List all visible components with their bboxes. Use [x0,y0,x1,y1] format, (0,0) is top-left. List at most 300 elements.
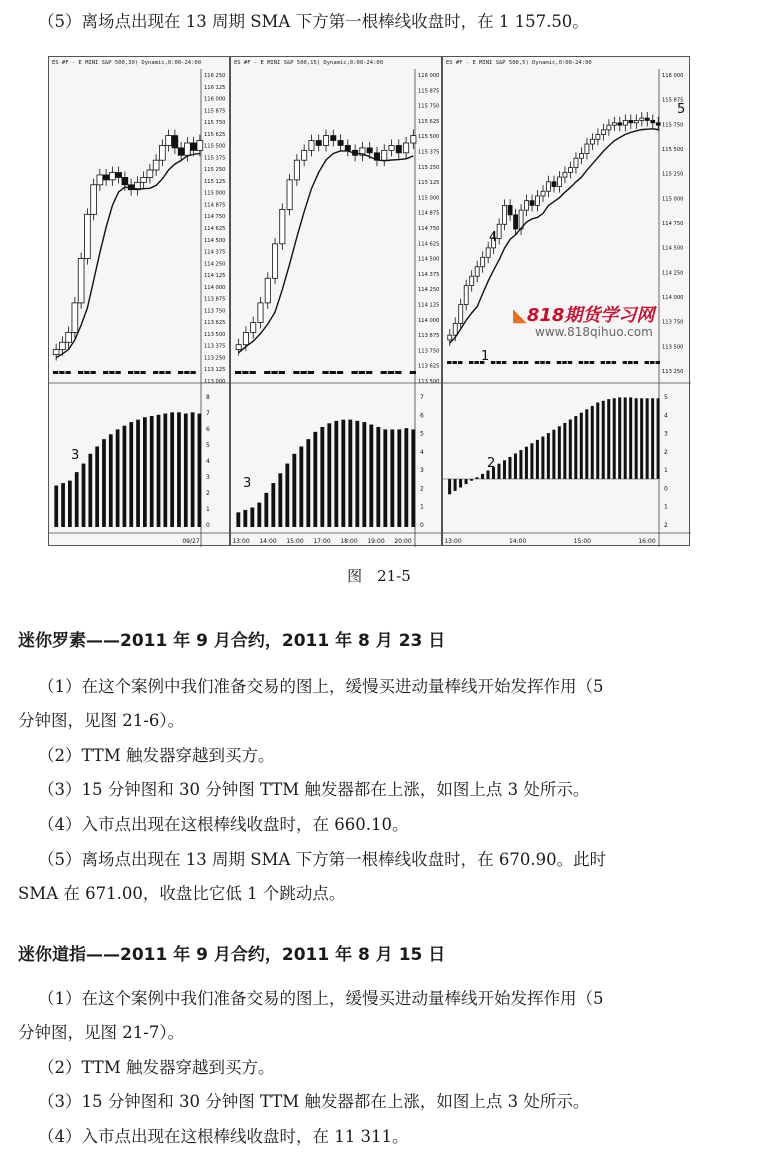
squeeze-dot [109,371,114,374]
price-tick-label: 115 125 [204,178,226,185]
candle-body [486,248,490,257]
osc-bar [243,510,247,527]
time-tick-label: 09/27 [182,538,200,545]
osc-bar [306,439,310,527]
candle-body [66,332,72,342]
osc-bar [376,427,380,527]
candle-body [251,323,256,333]
candle-body [172,136,178,148]
osc-bar [525,447,528,479]
osc-bar [109,434,113,527]
price-tick-label: 115 750 [204,120,226,127]
squeeze-dot [395,371,401,374]
price-tick-label: 113 500 [662,344,684,351]
osc-bar [341,420,345,527]
price-tick-label: 115 875 [418,88,440,95]
price-tick-label: 113 250 [204,355,226,362]
squeeze-dot [159,371,164,374]
osc-tick-label: 3 [420,467,424,475]
osc-bar [541,437,544,480]
osc-bar [177,412,181,527]
time-tick-label: 19:00 [367,538,385,545]
osc-bar [123,426,127,527]
osc-tick-label: 4 [206,458,210,465]
osc-bar [355,421,359,527]
osc-bar [390,429,394,527]
price-tick-label: 114 875 [418,210,440,217]
squeeze-dot [250,371,256,374]
candle-body [448,335,452,340]
paragraph-line: （1）在这个案例中我们准备交易的图上，缓慢买进动量棒线开始发挥作用（5 [38,989,604,1008]
osc-bar [102,439,106,527]
time-tick-label: 13:00 [444,538,462,545]
price-tick-label: 113 875 [418,333,440,340]
price-tick-label: 114 250 [204,261,226,268]
price-tick-label: 115 500 [204,143,226,150]
candle-body [464,286,468,305]
osc-bar [558,426,561,479]
candle-body [634,120,638,122]
osc-bar [635,398,638,479]
osc-bar [465,479,468,484]
price-tick-label: 116 250 [204,73,226,79]
squeeze-dot [645,361,649,364]
candle-body [497,224,501,238]
osc-tick-label: 2 [664,448,668,456]
candle-body [287,180,292,210]
squeeze-dot [330,371,336,374]
candle-body [178,148,184,155]
squeeze-dot [557,361,561,364]
price-tick-label: 114 000 [418,317,440,324]
osc-bar [191,412,195,527]
osc-tick-label: 1 [206,506,210,513]
price-tick-label: 114 000 [662,295,684,301]
osc-bar [136,420,140,527]
osc-tick-label: 7 [206,410,210,417]
squeeze-dot [452,361,456,364]
candle-body [403,143,408,153]
candle-body [91,185,97,215]
candle-body [525,201,529,210]
squeeze-dot [590,361,594,364]
candle-body [331,136,336,141]
annotation-label-5: 5 [677,102,686,117]
candle-body [547,182,551,191]
osc-bar [116,429,120,527]
candle-body [656,123,660,125]
candle-body [618,123,622,125]
candle-body [147,170,153,177]
price-tick-label: 114 875 [204,202,226,209]
squeeze-dot [612,361,616,364]
candle-body [530,201,534,206]
time-tick-label: 15:00 [573,538,591,545]
candle-body [651,120,655,122]
chart-panel-5min [442,56,690,546]
price-tick-label: 114 125 [204,273,226,280]
osc-bar [170,412,174,527]
osc-bar [651,398,654,479]
osc-tick-label: 4 [420,448,424,456]
section-heading-russell: 迷你罗素——2011 年 9 月合约，2011 年 8 月 23 日 [18,631,446,651]
candle-body [367,148,372,153]
sma-line [239,151,414,353]
price-tick-label: 114 750 [204,214,226,221]
osc-tick-label: 2 [206,490,210,497]
osc-tick-label: 8 [206,394,210,401]
paragraph-line: （3）15 分钟图和 30 分钟图 TTM 触发器都在上涨，如图上点 3 处所示。 [38,780,590,799]
osc-bar [250,507,254,527]
price-tick-label: 115 375 [204,155,226,162]
price-tick-label: 114 625 [418,241,440,248]
squeeze-dot [524,361,528,364]
price-tick-label: 115 750 [662,122,684,129]
price-tick-label: 113 750 [662,319,684,326]
osc-bar [68,481,72,527]
squeeze-dot [91,371,96,374]
paragraph-line: （4）入市点出现在这根棒线收盘时，在 660.10。 [38,815,409,834]
osc-tick-label: 1 [664,467,668,475]
osc-bar [497,464,500,479]
candle-body [623,120,627,125]
watermark-logo [513,301,654,327]
squeeze-dot [601,361,605,364]
chart-svg-30min [49,57,231,547]
osc-bar [508,457,511,479]
osc-bar [404,428,408,527]
candle-body [629,120,633,122]
osc-bar [334,421,338,527]
price-tick-label: 115 250 [204,167,226,174]
osc-bar [487,471,490,480]
candle-body [265,278,270,303]
price-tick-label: 114 625 [204,226,226,232]
price-tick-label: 115 625 [418,118,440,125]
time-tick-label: 14:00 [509,538,527,545]
price-tick-label: 115 000 [204,190,226,197]
candle-body [302,150,307,160]
osc-bar [563,423,566,479]
osc-bar [624,397,627,479]
squeeze-dot [53,371,58,374]
price-tick-label: 113 500 [418,379,440,385]
watermark-url: www.818qihuo.com [535,325,653,339]
annotation-label-2: 2 [487,456,496,471]
squeeze-dot [308,371,314,374]
squeeze-dot [242,371,248,374]
candle-body [338,141,343,146]
price-tick-label: 113 000 [204,379,226,385]
osc-bar [236,512,240,527]
price-tick-label: 115 875 [204,108,226,115]
osc-bar [607,399,610,479]
paragraph-line: （5）离场点出现在 13 周期 SMA 下方第一根棒线收盘时，在 670.90。此时 [38,850,607,869]
price-tick-label: 114 500 [204,237,226,244]
price-tick-label: 114 125 [418,302,440,309]
candle-body [563,172,567,177]
candle-body [122,177,128,184]
time-tick-label: 17:00 [313,538,331,545]
squeeze-dot [359,371,365,374]
price-tick-label: 114 375 [204,249,226,256]
candle-body [590,139,594,144]
paragraph-line: （1）在这个案例中我们准备交易的图上，缓慢买进动量棒线开始发挥作用（5 [38,677,604,696]
candle-body [568,168,572,173]
candle-body [579,153,583,158]
candle-body [153,160,159,170]
osc-bar [362,422,366,527]
time-tick-label: 13:00 [232,538,250,545]
price-tick-label: 115 125 [418,180,440,187]
osc-bar [82,464,86,527]
paragraph-line: （3）15 分钟图和 30 分钟图 TTM 触发器都在上涨，如图上点 3 处所示。 [38,1092,590,1111]
osc-bar [530,443,533,479]
osc-bar [448,479,451,494]
squeeze-dot [388,371,394,374]
price-tick-label: 116 000 [662,73,684,79]
osc-tick-label: 0 [206,522,210,529]
price-tick-label: 116 000 [418,73,440,79]
squeeze-dot [66,371,71,374]
candle-body [141,177,147,182]
squeeze-dot [134,371,139,374]
candle-body [191,143,197,150]
price-tick-label: 113 625 [204,320,226,327]
osc-tick-label: 0 [420,522,424,529]
osc-bar [88,454,92,527]
squeeze-dot [301,371,307,374]
candle-body [607,125,611,130]
time-tick-label: 16:00 [638,538,656,545]
squeeze-dot [606,361,610,364]
candle-body [280,209,285,243]
paragraph-line: （4）入市点出现在这根棒线收盘时，在 11 311。 [38,1127,409,1146]
price-tick-label: 116 125 [204,84,226,91]
squeeze-dot [579,361,583,364]
osc-tick-label: 1 [664,503,668,511]
osc-bar [657,398,660,479]
osc-tick-label: 3 [206,474,210,481]
squeeze-dot [279,371,285,374]
annotation-label-1: 1 [481,349,490,364]
candle-body [382,150,387,160]
candle-body [184,143,190,155]
osc-bar [257,503,261,527]
squeeze-dot [623,361,627,364]
time-tick-label: 15:00 [286,538,304,545]
osc-bar [503,460,506,479]
price-tick-label: 115 000 [418,195,440,202]
candle-body [645,118,649,120]
panel-title: ES #F - E MINI S&P 500,5) Dynamic,0:00-24:00 [446,60,592,66]
osc-bar [629,397,632,479]
osc-bar [184,414,188,527]
candle-body [84,214,90,258]
osc-bar [613,398,616,479]
chart-panel-30min [48,56,230,546]
price-tick-label: 114 750 [662,221,684,227]
squeeze-dot [166,371,171,374]
candle-body [166,136,172,146]
squeeze-dot [634,361,638,364]
squeeze-dot [84,371,89,374]
squeeze-dot [184,371,189,374]
figure-caption: 图 21-5 [347,567,411,585]
osc-bar [646,398,649,479]
osc-bar [591,406,594,479]
osc-bar [547,433,550,479]
osc-tick-label: 2 [420,485,424,493]
price-tick-label: 113 125 [204,367,226,374]
osc-bar [602,401,605,479]
squeeze-dot [141,371,146,374]
osc-tick-label: 6 [206,426,210,433]
osc-bar [313,432,317,527]
osc-tick-label: 1 [420,503,424,511]
annotation-label-3: 3 [243,476,252,491]
candle-body [396,145,401,152]
squeeze-dot [458,361,462,364]
candle-body [459,305,463,324]
squeeze-dot [191,371,196,374]
price-tick-label: 114 250 [418,287,440,294]
osc-bar [618,397,621,479]
osc-bar [348,420,352,527]
osc-bar [54,486,58,527]
osc-bar [299,446,303,527]
osc-bar [150,416,154,527]
squeeze-dot [584,361,588,364]
candle-body [72,303,78,333]
chart-svg-15min [231,57,443,547]
osc-tick-label: 0 [664,485,668,493]
osc-bar [596,403,599,480]
squeeze-dot [410,371,416,374]
osc-bar [285,464,289,527]
flame-icon: ◣ [513,305,527,326]
price-tick-label: 115 625 [204,131,226,138]
price-tick-label: 113 625 [418,363,440,370]
osc-tick-label: 5 [420,430,424,438]
osc-bar [320,427,324,527]
candle-body [243,332,248,344]
price-tick-label: 113 375 [204,343,226,350]
price-tick-label: 114 375 [418,271,440,278]
price-tick-label: 115 250 [418,164,440,171]
candle-body [97,175,103,185]
squeeze-dot [153,371,158,374]
osc-bar [519,450,522,479]
candle-body [53,350,59,355]
osc-bar [129,422,133,527]
osc-bar [640,398,643,479]
osc-bar [580,413,583,479]
squeeze-dot [546,361,550,364]
squeeze-dot [491,361,495,364]
candle-body [574,158,578,167]
squeeze-dot [78,371,83,374]
squeeze-dot [496,361,500,364]
osc-bar [75,472,79,527]
time-tick-label: 14:00 [259,538,277,545]
time-tick-label: 18:00 [340,538,358,545]
osc-bar [514,454,517,480]
osc-bar [383,429,387,527]
squeeze-dot [103,371,108,374]
candle-body [536,196,540,205]
candle-body [116,173,122,178]
price-tick-label: 113 750 [204,308,226,315]
candle-body [103,175,109,180]
squeeze-dot [381,371,387,374]
osc-tick-label: 5 [664,394,668,401]
squeeze-dot [351,371,357,374]
price-tick-label: 113 500 [204,331,226,338]
price-tick-label: 114 500 [662,245,684,252]
osc-tick-label: 5 [206,442,210,449]
squeeze-dot [116,371,121,374]
osc-tick-label: 7 [420,394,424,401]
price-tick-label: 114 250 [662,270,684,277]
top-line: （5）离场点出现在 13 周期 SMA 下方第一根棒线收盘时，在 1 157.50。 [38,12,589,31]
price-tick-label: 115 250 [662,171,684,178]
osc-bar [327,423,331,527]
osc-bar [569,420,572,480]
osc-bar [278,473,282,527]
squeeze-dot [264,371,270,374]
candle-body [389,145,394,150]
candle-body [552,182,556,187]
squeeze-dot [474,361,478,364]
osc-bar [585,409,588,479]
candle-body [640,118,644,120]
watermark-text: 818期货学习网 [526,305,655,326]
price-tick-label: 115 500 [662,147,684,153]
price-tick-label: 116 000 [204,96,226,103]
candle-body [294,160,299,180]
figure-21-5 [48,56,690,546]
price-tick-label: 115 750 [418,103,440,110]
paragraph-line: （2）TTM 触发器穿越到买方。 [38,1058,275,1077]
price-tick-label: 115 500 [418,134,440,141]
squeeze-dot [128,371,133,374]
squeeze-dot [271,371,277,374]
annotation-label-4: 4 [489,230,498,245]
candle-body [159,145,165,160]
price-tick-label: 114 750 [418,226,440,232]
candle-body [503,205,507,224]
price-tick-label: 115 875 [662,97,684,104]
squeeze-dot [513,361,517,364]
candle-body [481,257,485,266]
price-tick-label: 114 000 [204,284,226,291]
squeeze-dot [535,361,539,364]
squeeze-dot [628,361,632,364]
osc-bar [536,440,539,479]
paragraph-line: 分钟图，见图 21-6）。 [18,711,185,730]
squeeze-dot [322,371,328,374]
candle-body [236,345,241,350]
price-tick-label: 113 750 [418,348,440,355]
candle-body [272,244,277,278]
candle-body [475,267,479,276]
candle-body [596,135,600,140]
osc-tick-label: 6 [420,412,424,420]
candle-body [541,191,545,196]
osc-bar [61,483,65,527]
paragraph-line: （2）TTM 触发器穿越到买方。 [38,746,275,765]
